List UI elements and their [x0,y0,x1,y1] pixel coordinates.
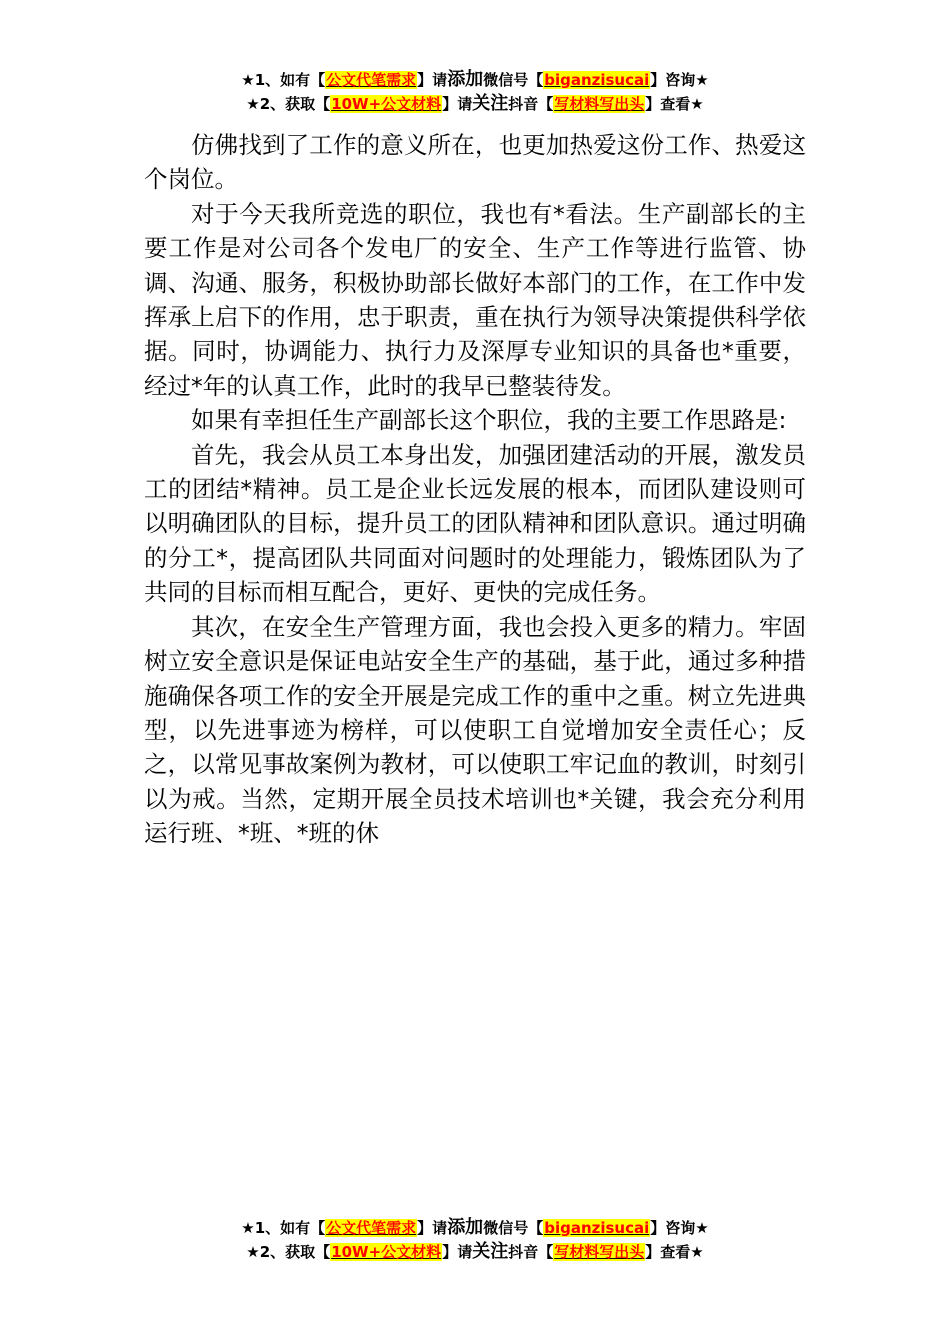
banner-emphasis: 添加 [447,1217,484,1238]
banner-text: 】请 [417,1219,448,1237]
paragraph: 如果有幸担任生产副部长这个职位，我的主要工作思路是: [191,406,787,435]
document-body [144,128,806,851]
wechat-id-tag: biganzisucai [544,1219,650,1237]
paragraph: 仿佛找到了工作的意义所在，也更加热爱这份工作、热爱这个岗位。 [144,131,806,194]
highlight-tag: 公文代笔需求 [326,1219,417,1237]
banner-line-wechat [0,1216,950,1240]
paragraph: 对于今天我所竞选的职位，我也有*看法。生产副部长的主要工作是对公司各个发电厂的安全、生产工作等进行监管、协调、沟通、服务，积极协助部长做好本部门的工作，在工作中发挥承上启下的作用，忠于职责，重在执行为领导决策提供科学依据。同时，协调能力、执行力及深厚专业知识的具备也*重要，经过*年的认真工作，此时的我早已整装待发。 [144,199,806,400]
banner-text: 】请 [442,95,473,113]
paragraph: 首先，我会从员工本身出发，加强团建活动的开展，激发员工的团结*精神。员工是企业长远发展的根本，而团队建设则可以明确团队的目标，提升员工的团队精神和团队意识。通过明确的分工*，提高团队共同面对问题时的处理能力，锻炼团队为了共同的目标而相互配合，更好、更快的完成任务。 [144,440,806,607]
highlight-tag: 10W+公文材料 [331,95,442,113]
banner-line-douyin [0,92,950,116]
wechat-id-tag: biganzisucai [544,71,650,89]
banner-line-douyin [0,1240,950,1264]
banner-emphasis: 关注 [472,1241,509,1262]
footer-banner [0,1216,950,1264]
banner-emphasis: 添加 [447,69,484,90]
header-banner [0,68,950,116]
banner-text: ★2、获取【 [246,1243,331,1261]
banner-emphasis: 关注 [472,93,509,114]
banner-text: 微信号【 [483,1219,544,1237]
paragraph: 其次，在安全生产管理方面，我也会投入更多的精力。牢固树立安全意识是保证电站安全生产的基础，基于此，通过多种措施确保各项工作的安全开展是完成工作的重中之重。树立先进典型，以先进事迹为榜样，可以使职工自觉增加安全责任心；反之，以常见事故案例为教材，可以使职工牢记血的教训，时刻引以为戒。当然，定期开展全员技术培训也*关键，我会充分利用运行班、*班、*班的休 [144,612,806,848]
douyin-id-tag: 写材料写出头 [554,95,645,113]
banner-text: 】请 [442,1243,473,1261]
banner-text: ★1、如有【 [241,1219,326,1237]
banner-text: 微信号【 [483,71,544,89]
banner-text: 】查看★ [645,1243,704,1261]
banner-text: 】咨询★ [650,71,709,89]
douyin-id-tag: 写材料写出头 [554,1243,645,1261]
banner-text: 抖音【 [508,95,554,113]
banner-text: 抖音【 [508,1243,554,1261]
highlight-tag: 10W+公文材料 [331,1243,442,1261]
banner-line-wechat [0,68,950,92]
banner-text: 】请 [417,71,448,89]
banner-text: ★1、如有【 [241,71,326,89]
highlight-tag: 公文代笔需求 [326,71,417,89]
banner-text: 】咨询★ [650,1219,709,1237]
banner-text: 】查看★ [645,95,704,113]
banner-text: ★2、获取【 [246,95,331,113]
